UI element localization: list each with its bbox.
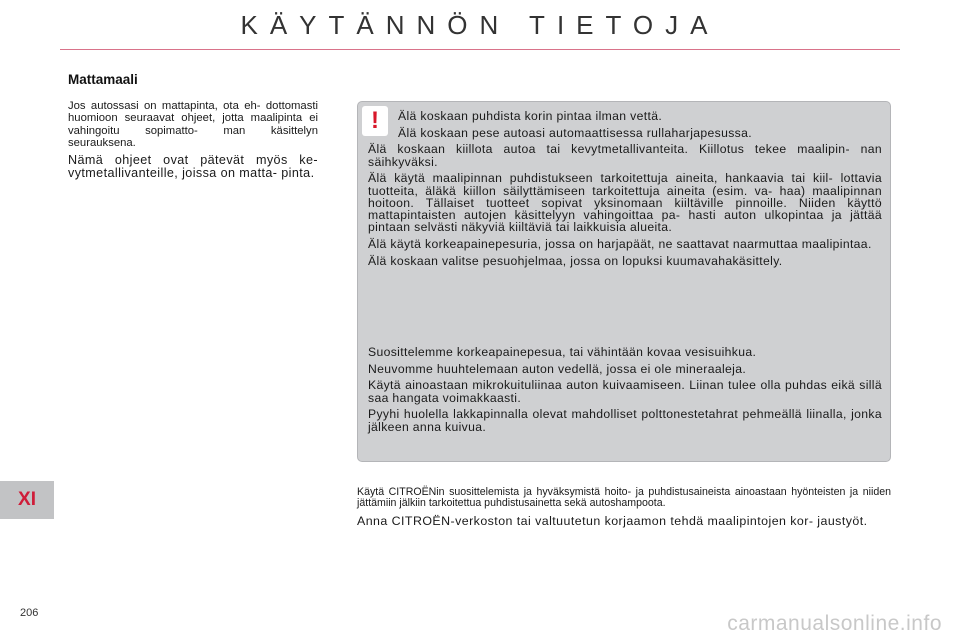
repair-note: Anna CITROËN-verkoston tai valtuutetun korjaamon tehdä maalipintojen kor- jaustyöt. (357, 513, 868, 528)
warning-item: Älä koskaan pese autoasi automaattisessa rullaharjapesussa. (398, 125, 752, 140)
advice-item: Suosittelemme korkeapainepesua, tai vähintään kovaa vesisuihkua. (368, 345, 757, 359)
warning-item: Älä koskaan valitse pesuohjelmaa, jossa on lopuksi kuumavahakäsittely. (368, 253, 783, 268)
footer-notes (357, 487, 891, 527)
intro-text (68, 100, 318, 184)
warning-item: Älä koskaan puhdista korin pintaa ilman vettä. (398, 109, 663, 123)
advice-item: Pyyhi huolella lakkapinnalla olevat mahdolliset polttonestetahrat pehmeällä liinalla, jonka jälkeen anna kuivua. (368, 407, 882, 434)
chapter-label: XI (18, 489, 36, 510)
intro-paragraph: Nämä ohjeet ovat pätevät myös ke- vytmetallivanteille, joissa on matta- pinta. (68, 152, 318, 180)
exclamation-icon: ! (362, 106, 388, 136)
warning-item: Älä käytä maalipinnan puhdistukseen tarkoitettuja aineita, hankaavia tai kiil- lottavia tuotteita, äläkä kiillon säilyttämiseen tarkoitettuja aineita (esim. va- haa) maalipinnan hoitoon. Tällaiset tuotteet sopivat yksinomaan kiiltäville pinnoille. Niiden käyttö mattapintaisten autojen käsittelyyn vahingoittaa pa- hasti auton ulkopintaa ja jättää pintaan selvästi näkyviä kiiltäviä tai laikkuisia alueita. (368, 171, 882, 235)
warning-item: Älä käytä korkeapainepesuria, jossa on harjapäät, ne saattavat naarmuttaa maalipintaa. (368, 236, 872, 251)
advice-list (368, 346, 882, 437)
chapter-tab (0, 481, 54, 519)
title-divider (60, 49, 900, 50)
section-heading: Mattamaali (68, 72, 138, 87)
advice-item: Käytä ainoastaan mikrokuituliinaa auton kuivaamiseen. Liinan tulee olla puhdas eikä sillä saa hangata voimakkaasti. (368, 378, 882, 405)
advice-item: Neuvomme huuhtelemaan auton vedellä, jossa ei ole mineraaleja. (368, 361, 747, 376)
recommendation-note: Käytä CITROËNin suosittelemista ja hyväksymistä hoito- ja puhdistusaineista ainoastaan hyönteisten ja niiden jättämiin jälkiin tarkoitettua puhdistusainetta sekä autoshampoota. (357, 486, 891, 510)
intro-paragraph: Jos autossasi on mattapinta, ota eh- dottomasti huomioon seuraavat ohjeet, jotta maalipinta ei vahingoitu sopimatto- man käsittelyn seurauksena. (68, 100, 318, 150)
warning-item: Älä koskaan kiillota autoa tai kevytmetallivanteita. Kiillotus tekee maalipin- nan säihkyväksi. (368, 142, 882, 169)
page-title: KÄYTÄNNÖN TIETOJA (240, 10, 720, 40)
page-number: 206 (20, 607, 39, 619)
warning-list (368, 110, 882, 271)
watermark: carmanualsonline.info (727, 612, 942, 635)
